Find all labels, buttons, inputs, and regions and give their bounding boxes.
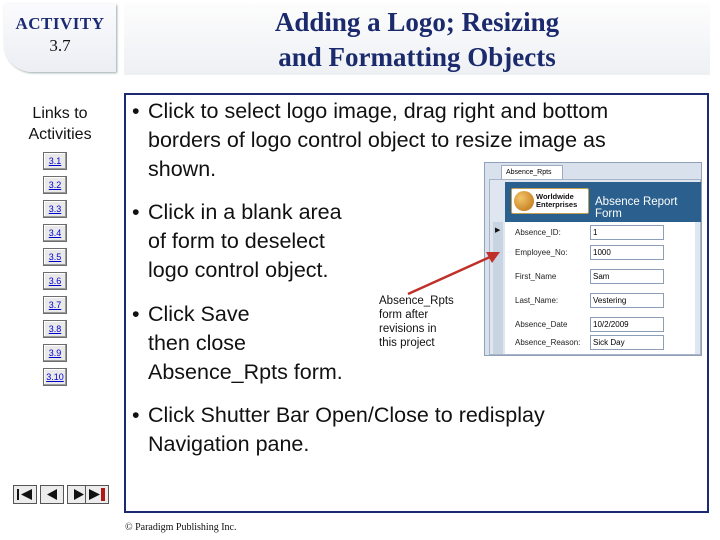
company-logo: Worldwide Enterprises (511, 188, 589, 214)
bullet-deselect-logo: • Click in a blank area of form to deselect logo control object. (132, 200, 342, 282)
globe-icon (514, 191, 534, 211)
last-slide-button[interactable] (85, 485, 109, 504)
activity-link-3-10[interactable]: 3.10 (43, 368, 67, 386)
form-screenshot (484, 162, 702, 356)
links-title: Links to Activities (28, 105, 92, 143)
field-label: Absence_Reason: (515, 338, 581, 347)
field-value: 1000 (590, 245, 664, 260)
slide-title-line-2: and Formatting Objects (278, 42, 556, 72)
record-arrow-icon: ▶ (495, 227, 501, 234)
previous-slide-icon (41, 486, 63, 503)
field-value: 10/2/2009 (590, 317, 664, 332)
bullet-shutter-bar: • Click Shutter Bar Open/Close to redisplay Navigation pane. (132, 403, 545, 456)
activity-badge (4, 4, 116, 72)
field-label: Absence_Date (515, 320, 568, 329)
callout-arrow-icon (400, 230, 510, 300)
form-title: Absence Report Form (595, 196, 678, 220)
previous-slide-button[interactable] (40, 485, 64, 504)
sidebar (0, 0, 120, 540)
copyright-footer: © Paradigm Publishing Inc. (125, 522, 237, 533)
activity-label: ACTIVITY (15, 14, 105, 33)
activity-link-3-4[interactable]: 3.4 (43, 224, 67, 242)
activity-link-3-1[interactable]: 3.1 (43, 152, 67, 170)
field-label: Last_Name: (515, 296, 559, 305)
first-slide-button[interactable] (13, 485, 37, 504)
form-fields (505, 222, 695, 354)
field-label: Employee_No: (515, 248, 568, 257)
bullet-save-close: • Click Save then close Absence_Rpts form. (132, 302, 343, 384)
form-header (505, 182, 701, 222)
slide-title-line-1: Adding a Logo; Resizing (274, 7, 560, 37)
activity-link-3-7[interactable]: 3.7 (43, 296, 67, 314)
activity-link-3-3[interactable]: 3.3 (43, 200, 67, 218)
field-label: First_Name (515, 272, 557, 281)
field-value: Vestering (590, 293, 664, 308)
activity-link-3-6[interactable]: 3.6 (43, 272, 67, 290)
field-value: Sick Day (590, 335, 664, 350)
activity-link-3-9[interactable]: 3.9 (43, 344, 67, 362)
form-tab: Absence_Rpts (501, 165, 563, 179)
screenshot-caption: Absence_Rpts form after revisions in this project (379, 295, 454, 349)
activity-link-3-5[interactable]: 3.5 (43, 248, 67, 266)
activity-link-3-2[interactable]: 3.2 (43, 176, 67, 194)
field-label: Absence_ID: (515, 228, 561, 237)
bullet-select-logo: • Click to select logo image, drag right and bottom borders of logo control object to resize image as shown. (132, 99, 609, 181)
activity-link-3-8[interactable]: 3.8 (43, 320, 67, 338)
last-slide-icon (86, 486, 108, 503)
form-body (489, 179, 701, 355)
field-value: 1 (590, 225, 664, 240)
field-value: Sam (590, 269, 664, 284)
activity-number: 3.7 (49, 36, 71, 55)
slide-header (124, 3, 710, 75)
first-slide-icon (14, 486, 36, 503)
